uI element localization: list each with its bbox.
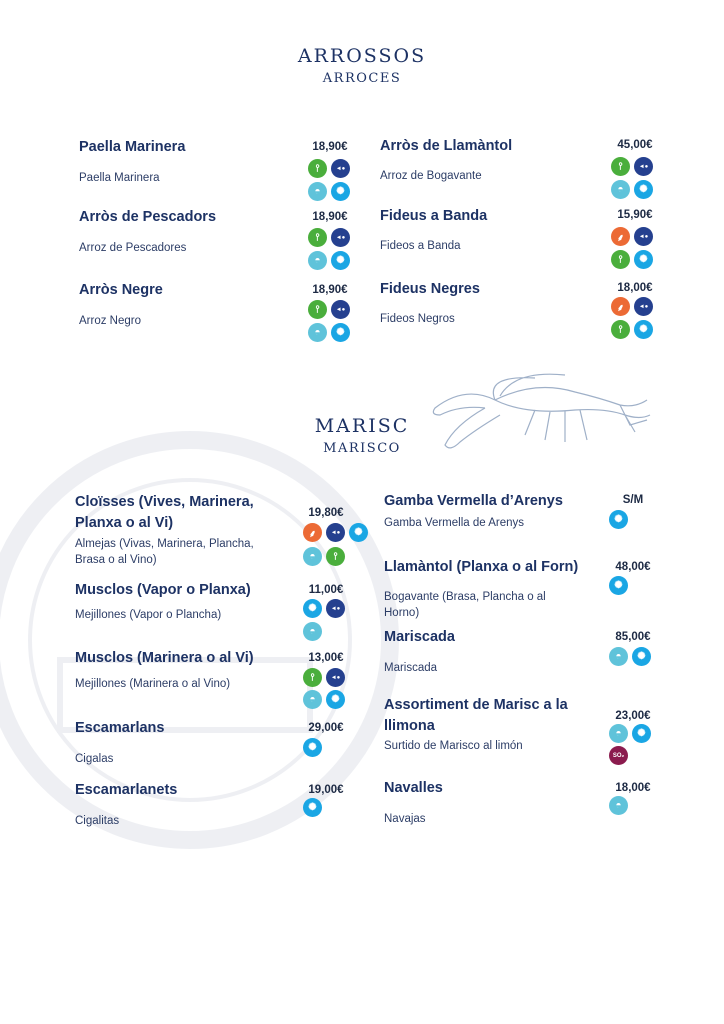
section-subtitle-arroces: ARROCES <box>322 71 402 86</box>
fish-allergen-icon: ◄● <box>326 599 345 618</box>
menu-item-price: 13,00€ <box>308 652 344 664</box>
crustacean-allergen-icon: ✺ <box>331 251 350 270</box>
menu-item-price: 29,00€ <box>308 722 344 734</box>
menu-item-description: Arroz de Pescadores <box>79 242 187 254</box>
menu-item-name: Fideus a Banda <box>380 208 488 224</box>
menu-item-name: Musclos (Vapor o Planxa) <box>75 582 251 598</box>
crustacean-allergen-icon: ✺ <box>326 690 345 709</box>
menu-item-price: 18,90€ <box>312 284 348 296</box>
menu-item-description: Mariscada <box>384 662 438 674</box>
mollusc-allergen-icon: ◓ <box>303 690 322 709</box>
menu-item-price: 18,00€ <box>617 282 653 294</box>
menu-item-price: 15,90€ <box>617 209 653 221</box>
gluten-allergen-icon: ⸙ <box>303 523 322 542</box>
fish-allergen-icon: ◄● <box>634 297 653 316</box>
menu-item-name: Llamàntol (Planxa o al Forn) <box>384 559 579 575</box>
fish-allergen-icon: ◄● <box>634 157 653 176</box>
menu-item-price: 45,00€ <box>617 139 653 151</box>
menu-item-name: Escamarlans <box>75 720 165 736</box>
menu-item-price: 18,00€ <box>615 782 651 794</box>
crustacean-allergen-icon: ✺ <box>331 182 350 201</box>
menu-item-description: Cigalitas <box>75 815 120 827</box>
crustacean-allergen-icon: ✺ <box>349 523 368 542</box>
mollusc-allergen-icon: ◓ <box>308 251 327 270</box>
menu-item-name: Arròs de Pescadors <box>79 209 217 225</box>
crustacean-allergen-icon: ✺ <box>632 724 651 743</box>
crustacean-allergen-icon: ✺ <box>303 599 322 618</box>
fish-allergen-icon: ◄● <box>331 300 350 319</box>
crustacean-allergen-icon: ✺ <box>632 647 651 666</box>
celery-allergen-icon: ⫯ <box>308 159 327 178</box>
menu-item-price: 18,90€ <box>312 141 348 153</box>
fish-allergen-icon: ◄● <box>331 159 350 178</box>
menu-item-name: Arròs de Llamàntol <box>380 138 513 154</box>
menu-item-description: Arroz Negro <box>79 315 141 327</box>
crustacean-allergen-icon: ✺ <box>634 180 653 199</box>
menu-item-description: Fideos a Banda <box>380 240 461 252</box>
celery-allergen-icon: ⫯ <box>611 250 630 269</box>
section-subtitle-marisco: MARISCO <box>323 441 401 456</box>
crustacean-allergen-icon: ✺ <box>303 738 322 757</box>
menu-item-name: Mariscada <box>384 629 455 645</box>
menu-item-name: Assortiment de Marisc a la llimona <box>384 697 568 734</box>
menu-item-price: 85,00€ <box>615 631 651 643</box>
celery-allergen-icon: ⫯ <box>611 157 630 176</box>
menu-item-description: Paella Marinera <box>79 172 160 184</box>
menu-item-description: Mejillones (Vapor o Plancha) <box>75 609 222 621</box>
menu-item-name: Gamba Vermella d’Arenys <box>384 493 563 509</box>
menu-item-name: Cloïsses (Vives, Marinera, Planxa o al Vi) <box>75 494 254 531</box>
menu-item-price: S/M <box>622 494 644 506</box>
menu-item-price: 48,00€ <box>615 561 651 573</box>
mollusc-allergen-icon: ◓ <box>308 323 327 342</box>
menu-item-description: Surtido de Marisco al limón <box>384 740 523 752</box>
crustacean-allergen-icon: ✺ <box>634 250 653 269</box>
section-title-marisc: MARISC <box>314 415 410 437</box>
menu-item-name: Musclos (Marinera o al Vi) <box>75 650 254 666</box>
celery-allergen-icon: ⫯ <box>303 668 322 687</box>
fish-allergen-icon: ◄● <box>634 227 653 246</box>
mollusc-allergen-icon: ◓ <box>303 622 322 641</box>
menu-item-name: Arròs Negre <box>79 282 163 298</box>
lobster-illustration <box>425 370 655 465</box>
menu-item-name: Paella Marinera <box>79 139 186 155</box>
crustacean-allergen-icon: ✺ <box>303 798 322 817</box>
menu-item-description: Cigalas <box>75 753 114 765</box>
mollusc-allergen-icon: ◓ <box>308 182 327 201</box>
menu-item-description: Navajas <box>384 813 426 825</box>
fish-allergen-icon: ◄● <box>331 228 350 247</box>
menu-item-description: Gamba Vermella de Arenys <box>384 517 524 529</box>
menu-item-price: 19,80€ <box>308 507 344 519</box>
mollusc-allergen-icon: ◓ <box>609 724 628 743</box>
gluten-allergen-icon: ⸙ <box>611 227 630 246</box>
menu-item-price: 11,00€ <box>308 584 344 596</box>
menu-item-description: Arroz de Bogavante <box>380 170 482 182</box>
fish-allergen-icon: ◄● <box>326 668 345 687</box>
section-title-arrossos: ARROSSOS <box>297 45 427 67</box>
mollusc-allergen-icon: ◓ <box>609 796 628 815</box>
sulphites-allergen-icon: SO₂ <box>609 746 628 765</box>
menu-item-name: Escamarlanets <box>75 782 178 798</box>
mollusc-allergen-icon: ◓ <box>303 547 322 566</box>
crustacean-allergen-icon: ✺ <box>609 576 628 595</box>
menu-item-description: Bogavante (Brasa, Plancha o al Horno) <box>384 591 546 619</box>
celery-allergen-icon: ⫯ <box>308 300 327 319</box>
menu-item-name: Navalles <box>384 780 443 796</box>
celery-allergen-icon: ⫯ <box>326 547 345 566</box>
menu-item-description: Almejas (Vivas, Marinera, Plancha, Brasa o al Vino) <box>75 538 254 566</box>
mollusc-allergen-icon: ◓ <box>611 180 630 199</box>
crustacean-allergen-icon: ✺ <box>634 320 653 339</box>
menu-item-name: Fideus Negres <box>380 281 480 297</box>
crustacean-allergen-icon: ✺ <box>331 323 350 342</box>
menu-item-description: Mejillones (Marinera o al Vino) <box>75 678 231 690</box>
menu-item-price: 23,00€ <box>615 710 651 722</box>
menu-item-price: 19,00€ <box>308 784 344 796</box>
celery-allergen-icon: ⫯ <box>611 320 630 339</box>
gluten-allergen-icon: ⸙ <box>611 297 630 316</box>
menu-item-description: Fideos Negros <box>380 313 455 325</box>
menu-item-price: 18,90€ <box>312 211 348 223</box>
mollusc-allergen-icon: ◓ <box>609 647 628 666</box>
fish-allergen-icon: ◄● <box>326 523 345 542</box>
celery-allergen-icon: ⫯ <box>308 228 327 247</box>
crustacean-allergen-icon: ✺ <box>609 510 628 529</box>
